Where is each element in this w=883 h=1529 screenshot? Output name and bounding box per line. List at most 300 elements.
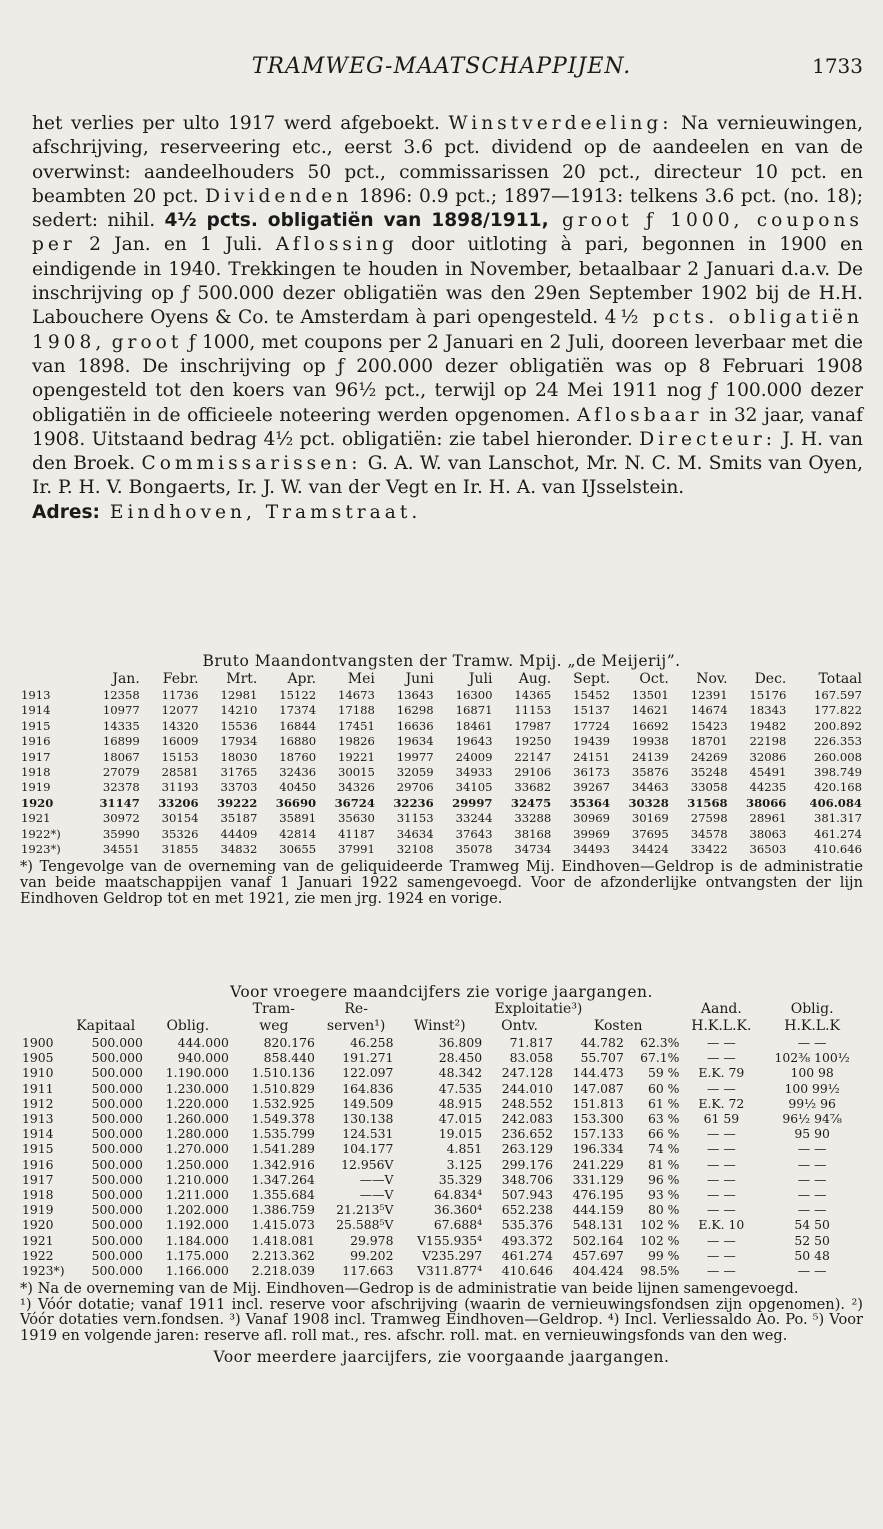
table-cell: 50 48: [794, 1247, 830, 1263]
table-row: [20, 1126, 863, 1141]
table-cell: 19826: [338, 734, 375, 749]
table-cell: 30328: [628, 795, 669, 810]
table-cell: 12981: [220, 688, 258, 702]
table-cell: ——V: [359, 1171, 394, 1187]
heading-obligaties-1908: 4½ pcts. obligatiën 1908,: [32, 307, 863, 353]
table-cell: 15137: [573, 703, 611, 718]
table-cell: 500.000: [91, 1247, 143, 1263]
table-cell: 99 %: [647, 1247, 680, 1263]
table-cell: 45491: [749, 765, 787, 780]
table-cell: 348.706: [501, 1171, 553, 1187]
column-header: Totaal: [818, 671, 862, 687]
annual-figures-section: [20, 983, 863, 1366]
column-header: Dec.: [754, 671, 787, 687]
table-cell: 102 %: [640, 1217, 680, 1233]
table-cell: 48.342: [438, 1065, 483, 1081]
table-cell: ——V: [359, 1187, 394, 1203]
table-cell: 16880: [279, 734, 317, 749]
table-cell: 64.834⁴: [433, 1187, 483, 1203]
table-cell: 1.535.799: [251, 1126, 315, 1142]
col-aand: Aand.: [700, 1001, 742, 1017]
table-row: [20, 1065, 863, 1080]
table-cell: 81 %: [647, 1156, 680, 1172]
row-year: 1922*): [21, 826, 61, 841]
table-cell: 12358: [102, 688, 140, 702]
table-cell: 83.058: [509, 1050, 553, 1066]
table-cell: 507.943: [501, 1187, 553, 1203]
header-title: TRAMWEG-MAATSCHAPPIJEN.: [251, 54, 632, 79]
table-cell: 100 99½: [784, 1080, 840, 1096]
table-cell: 33703: [220, 780, 258, 795]
table-cell: — —: [797, 1263, 827, 1279]
table-row: [20, 1111, 863, 1126]
table-cell: 33058: [690, 780, 728, 795]
table-row: [20, 1035, 863, 1050]
table-cell: E.K. 79: [698, 1065, 745, 1081]
table-cell: 19482: [749, 718, 787, 733]
t: 1896: 0.9 pct.; 1897—1913: telkens 3.6 pct. (no. 18); sedert: nihil.: [32, 185, 863, 232]
table-cell: 130.138: [342, 1111, 394, 1127]
table-cell: 398.749: [814, 765, 862, 780]
table-cell: 1.250.000: [165, 1156, 229, 1172]
table-cell: 102⅜ 100½: [774, 1050, 850, 1066]
table-cell: 44.782: [580, 1035, 624, 1050]
table-cell: 35876: [631, 765, 669, 780]
row-year: 1923*): [22, 1263, 65, 1279]
table-cell: 248.552: [501, 1095, 553, 1111]
table-cell: 16636: [396, 718, 434, 733]
row-year: 1921: [21, 811, 51, 826]
table-cell: 1.418.081: [251, 1232, 315, 1248]
table2-caption: Voor vroegere maandcijfers zie vorige jaargangen.: [230, 983, 653, 1001]
table-cell: 35248: [690, 765, 728, 780]
row-year: 1920: [22, 1217, 54, 1233]
table-cell: 60 %: [647, 1080, 680, 1096]
table-cell: 500.000: [91, 1035, 143, 1050]
table-cell: 61 59: [703, 1111, 740, 1127]
table-cell: 820.176: [263, 1035, 315, 1050]
table-cell: 14320: [161, 718, 199, 733]
table-cell: 80 %: [647, 1202, 680, 1218]
row-year: 1912: [22, 1095, 54, 1111]
table1-caption: Bruto Maandontvangsten der Tramw. Mpij. „de Meijerij”.: [202, 652, 681, 670]
table-cell: 30972: [102, 811, 140, 826]
table-cell: 33288: [514, 811, 552, 826]
table-cell: 39969: [573, 826, 611, 841]
table-cell: 164.836: [342, 1080, 394, 1096]
table-cell: 67.1%: [640, 1050, 680, 1066]
table-cell: 38168: [514, 826, 552, 841]
table-cell: — —: [706, 1141, 736, 1157]
table-cell: 66 %: [647, 1126, 680, 1142]
table-row: [20, 1096, 863, 1111]
table-cell: 381.317: [814, 811, 862, 826]
table-cell: 18343: [749, 703, 787, 718]
table-cell: 858.440: [263, 1050, 315, 1066]
table-cell: 476.195: [572, 1187, 624, 1203]
table-cell: 16009: [161, 734, 199, 749]
col-exploitatie: Exploitatie³): [494, 1001, 583, 1017]
t: in 32 jaar, vanaf 1908. Uitstaand bedrag 4½ pct. obligatiën: zie tabel hieronder.: [32, 404, 863, 450]
table-cell: 500.000: [91, 1187, 143, 1203]
table-cell: 500.000: [91, 1232, 143, 1248]
table-cell: 34634: [396, 826, 434, 841]
table-cell: 35891: [279, 811, 317, 826]
table-row: [20, 827, 863, 842]
table-cell: 1.260.000: [165, 1111, 229, 1127]
t: ƒ 1000, coupons per: [32, 210, 863, 256]
table-cell: 17374: [279, 703, 317, 718]
table-cell: 548.131: [572, 1217, 624, 1233]
table-cell: 17934: [220, 734, 258, 749]
table-cell: 461.274: [814, 826, 862, 841]
table-cell: 15423: [690, 718, 728, 733]
table-row: [20, 780, 863, 795]
table-cell: 17987: [514, 718, 552, 733]
table-cell: 19977: [396, 749, 434, 764]
table-cell: 457.697: [572, 1247, 624, 1263]
table-cell: 40450: [279, 780, 317, 795]
row-year: 1914: [22, 1126, 54, 1142]
row-year: 1919: [21, 780, 51, 795]
table-cell: 19643: [455, 734, 493, 749]
table-cell: 27598: [690, 811, 728, 826]
table-cell: 14673: [338, 688, 375, 702]
row-year: 1916: [21, 734, 51, 749]
table-cell: 444.000: [177, 1035, 229, 1050]
monthly-receipts-section: [20, 652, 863, 906]
table-cell: 652.238: [501, 1202, 553, 1218]
table-cell: 36503: [749, 842, 787, 857]
table-cell: 1.342.916: [251, 1156, 315, 1172]
table-cell: 200.892: [814, 718, 862, 733]
table-cell: 500.000: [91, 1095, 143, 1111]
table-cell: 42814: [279, 826, 317, 841]
col-oblig: Oblig.: [790, 1001, 834, 1017]
column-header: Oct.: [639, 671, 669, 687]
table-cell: 16871: [455, 703, 493, 718]
footnotes-numbered: ¹) Vóór dotatie; vanaf 1911 incl. reserve voor afschrijving (waarin de vernieuwingsfondsen zijn opgenomen). ²) Vóór dotaties vern.fondsen. ³) Vanaf 1908 incl. Tramweg Eindhoven—Geldrop. ⁴) Incl. Verliessaldo Ao. Po. ⁵) Voor 1919 en volgende jaren: reserve afl. roll mat., res. afschr. roll. mat. en vernieuwingsfonds van den weg.: [20, 1295, 863, 1345]
table-row: [20, 765, 863, 780]
table-cell: 17724: [573, 718, 611, 733]
table-cell: 404.424: [572, 1263, 624, 1279]
table-cell: 3.125: [446, 1156, 483, 1172]
table-cell: 63 %: [647, 1111, 680, 1127]
table-cell: — —: [706, 1035, 736, 1050]
table-cell: 34734: [514, 842, 552, 857]
table-cell: 14674: [690, 703, 728, 718]
table-cell: 500.000: [91, 1141, 143, 1157]
row-year: 1916: [22, 1156, 54, 1172]
table-cell: 44235: [749, 780, 787, 795]
table-cell: 500.000: [91, 1156, 143, 1172]
table-cell: E.K. 10: [698, 1217, 745, 1233]
t: ƒ 1000, met coupons per 2 Januari en 2 Juli, dooreen leverbaar met die van 1898. De inschrijving op ƒ 200.000 dezer obligatiën was op 8 Februari 1908 opengesteld tot den koers van 96½ pct., terwijl op 24 Mei 1911 nog ƒ 100.000 dezer obligatiën in de officieele noteering werden opgenomen.: [32, 331, 863, 426]
table-cell: 61 %: [647, 1095, 680, 1111]
row-year: 1905: [22, 1050, 54, 1066]
table-cell: — —: [797, 1141, 827, 1157]
row-year: 1915: [22, 1141, 54, 1157]
table-cell: 242.083: [501, 1111, 553, 1127]
table-row: [20, 842, 863, 857]
table-cell: 13643: [396, 688, 434, 702]
closing-note: Voor meerdere jaarcijfers, zie voorgaande jaargangen.: [213, 1347, 670, 1366]
table-cell: 30969: [573, 811, 611, 826]
table-cell: 16844: [279, 718, 317, 733]
col-ontv: Ontv.: [501, 1018, 538, 1034]
table-cell: 34493: [573, 842, 611, 857]
t: 2 Jan. en 1 Juli.: [75, 234, 276, 256]
table-cell: 1.280.000: [165, 1126, 229, 1142]
table-cell: 1.192.000: [165, 1217, 229, 1233]
table-cell: 32108: [396, 842, 434, 857]
table-cell: 29997: [452, 795, 493, 810]
table-cell: 1.355.684: [251, 1187, 315, 1203]
column-header: Febr.: [162, 671, 199, 687]
table-cell: 244.010: [501, 1080, 553, 1096]
table-cell: 24009: [455, 749, 493, 764]
table-cell: 16692: [631, 718, 669, 733]
table-cell: 99.202: [350, 1247, 394, 1263]
table-body: [20, 688, 863, 857]
table-cell: 19221: [338, 749, 375, 764]
row-year: 1917: [21, 749, 51, 764]
row-year: 1923*): [21, 842, 61, 857]
table-cell: 16899: [102, 734, 140, 749]
row-year: 1920: [21, 795, 54, 810]
table-cell: 93 %: [647, 1187, 680, 1203]
table-cell: 21.213⁵V: [336, 1202, 394, 1218]
blank-cell: [145, 1001, 231, 1018]
table-row: [20, 750, 863, 765]
table-cell: 39222: [217, 795, 258, 810]
table-cell: 33206: [158, 795, 199, 810]
heading-commissarissen: Commissarissen:: [141, 453, 362, 475]
table-cell: 153.300: [572, 1111, 624, 1127]
row-year: 1913: [22, 1111, 54, 1127]
table-cell: 1.175.000: [165, 1247, 229, 1263]
t: groot: [111, 331, 183, 353]
table-cell: 33422: [690, 842, 728, 857]
table-cell: 59 %: [647, 1065, 680, 1081]
table-cell: 34832: [220, 842, 258, 857]
table-cell: 500.000: [91, 1126, 143, 1142]
table-cell: 37643: [455, 826, 493, 841]
heading-winstverdeeling: Winstverdeeling:: [448, 113, 673, 134]
table-cell: 29106: [514, 765, 552, 780]
table-cell: 31147: [99, 795, 140, 810]
table-cell: 36.360⁴: [433, 1202, 483, 1218]
table-cell: 15536: [220, 718, 258, 733]
table-cell: 117.663: [342, 1263, 394, 1279]
table-cell: 14365: [514, 688, 552, 702]
table-row: [20, 703, 863, 718]
table-cell: 4.851: [446, 1141, 483, 1157]
table-cell: 1.386.759: [251, 1202, 315, 1218]
table-cell: 151.813: [572, 1095, 624, 1111]
table-cell: 1.510.136: [251, 1065, 315, 1081]
col-kosten: Kosten: [593, 1018, 643, 1034]
row-year: 1918: [21, 765, 51, 780]
table-cell: 1.347.264: [251, 1171, 315, 1187]
column-header: Apr.: [287, 671, 317, 687]
table-cell: 16300: [455, 688, 493, 702]
table-cell: 493.372: [501, 1232, 553, 1248]
table-cell: 46.258: [350, 1035, 394, 1050]
table-cell: 12.956V: [341, 1156, 394, 1172]
table-cell: 47.535: [438, 1080, 483, 1096]
table-cell: 34551: [102, 842, 140, 857]
table-cell: — —: [706, 1080, 736, 1096]
table-cell: 34578: [690, 826, 728, 841]
table-cell: 34463: [631, 780, 669, 795]
page-number: 1733: [812, 54, 863, 78]
table-cell: 54 50: [794, 1217, 830, 1233]
table-cell: V311.877⁴: [416, 1263, 483, 1279]
table-row: [20, 719, 863, 734]
table-cell: 32436: [279, 765, 317, 780]
table-cell: 1.211.000: [165, 1187, 229, 1203]
column-header: Mei: [347, 671, 375, 687]
table-cell: 2.213.362: [251, 1247, 315, 1263]
col-hklk: H.K.L.K: [784, 1018, 841, 1034]
table-cell: 167.597: [814, 688, 862, 702]
table-cell: 18461: [455, 718, 493, 733]
table-cell: — —: [797, 1202, 827, 1218]
table-cell: 29.978: [350, 1232, 394, 1248]
table-cell: 29706: [396, 780, 434, 795]
table-cell: 1.541.289: [251, 1141, 315, 1157]
table-cell: 500.000: [91, 1263, 143, 1279]
table-cell: 52 50: [794, 1232, 830, 1248]
table-cell: 2.218.039: [251, 1263, 315, 1279]
heading-dividenden: Dividenden: [205, 185, 353, 207]
monthly-receipts-table: [20, 670, 863, 857]
table-cell: 940.000: [177, 1050, 229, 1066]
table-cell: 444.159: [572, 1202, 624, 1218]
table-cell: 31568: [687, 795, 728, 810]
table-row: [20, 1157, 863, 1172]
heading-aflossing: Aflossing: [275, 234, 398, 256]
heading-directeur: Directeur:: [639, 428, 776, 450]
table-cell: 22198: [749, 734, 787, 749]
table-cell: 32086: [749, 749, 787, 764]
heading-aflosbaar: Aflosbaar: [577, 404, 703, 426]
table-cell: E.K. 72: [698, 1095, 745, 1111]
col-tram: Tram-: [252, 1001, 296, 1017]
col-hklk: H.K.L.K.: [691, 1018, 752, 1034]
table-cell: 1.549.378: [251, 1111, 315, 1127]
table-cell: 500.000: [91, 1111, 143, 1127]
body-paragraph: [32, 112, 863, 525]
table-cell: — —: [797, 1187, 827, 1203]
table-cell: 74 %: [647, 1141, 680, 1157]
table-cell: 33682: [514, 780, 552, 795]
table-cell: 10977: [102, 703, 140, 718]
table-cell: 1.415.073: [251, 1217, 315, 1233]
table-cell: 35326: [161, 826, 199, 841]
table-cell: 19938: [631, 734, 669, 749]
table-cell: 38063: [749, 826, 787, 841]
table-cell: 28961: [749, 811, 787, 826]
blank-cell: [67, 1001, 145, 1018]
table-cell: 31765: [220, 765, 258, 780]
table-cell: 122.097: [342, 1065, 394, 1081]
table-cell: 34105: [455, 780, 493, 795]
table-row: [20, 811, 863, 826]
col-re: Re-: [344, 1001, 368, 1017]
table-cell: 11153: [514, 703, 552, 718]
table-cell: 22147: [514, 749, 552, 764]
table-cell: 34326: [338, 780, 375, 795]
table-cell: 31193: [161, 780, 199, 795]
column-header: Mrt.: [226, 671, 258, 687]
annual-figures-table: [20, 1001, 863, 1278]
table-cell: 13501: [631, 688, 669, 702]
table-cell: 1.270.000: [165, 1141, 229, 1157]
running-header: [0, 54, 883, 88]
table-cell: 500.000: [91, 1202, 143, 1218]
table-cell: 144.473: [572, 1065, 624, 1081]
table-cell: 36690: [275, 795, 317, 810]
t: groot: [548, 210, 646, 232]
table-cell: 1.184.000: [165, 1232, 229, 1248]
table-cell: — —: [706, 1202, 736, 1218]
col-oblig: Oblig.: [166, 1018, 210, 1034]
blank-cell: [20, 1018, 67, 1035]
table-cell: 96 %: [647, 1171, 680, 1187]
table-cell: 124.531: [342, 1126, 394, 1142]
table-cell: — —: [706, 1187, 736, 1203]
t: G. A. W. van Lanschot, Mr. N. C. M. Smits van Oyen, Ir. P. H. V. Bongaerts, Ir. J. W. van der Vegt en Ir. H. A. van IJsselstein.: [32, 453, 863, 499]
table-row: [20, 1141, 863, 1156]
row-year: 1913: [21, 688, 51, 702]
col-kapitaal: Kapitaal: [76, 1018, 136, 1034]
table-row: [20, 688, 863, 703]
table-cell: 36173: [573, 765, 611, 780]
table-cell: 14210: [220, 703, 258, 718]
table-cell: 38066: [746, 795, 787, 810]
table-cell: 260.008: [814, 749, 862, 764]
table-cell: 18030: [220, 749, 258, 764]
table-cell: 410.646: [501, 1263, 553, 1279]
table-cell: 41187: [338, 826, 375, 841]
table-cell: 1.532.925: [251, 1095, 315, 1111]
table-cell: 331.129: [572, 1171, 624, 1187]
table-cell: 17451: [338, 718, 375, 733]
table-cell: 35187: [220, 811, 258, 826]
table-cell: 1.190.000: [165, 1065, 229, 1081]
t: het verlies per ulto 1917 werd afgeboekt.: [32, 113, 449, 134]
table2-footnotes: [20, 1281, 863, 1343]
table-cell: 500.000: [91, 1050, 143, 1066]
table-cell: — —: [706, 1156, 736, 1172]
table-cell: — —: [797, 1156, 827, 1172]
col-serven: serven¹): [326, 1018, 386, 1034]
table-cell: 406.084: [809, 795, 862, 810]
table-cell: 241.229: [572, 1156, 624, 1172]
table-header-row: [20, 1018, 863, 1035]
table-row: [20, 1217, 863, 1232]
row-year: 1914: [21, 703, 51, 718]
table-cell: 263.129: [501, 1141, 553, 1157]
heading-obligaties-1898: 4½ pcts. obligatiën van 1898/1911,: [164, 210, 549, 232]
table-cell: 25.588⁵V: [336, 1217, 394, 1233]
column-header: Aug.: [518, 671, 552, 687]
table-cell: — —: [797, 1035, 827, 1050]
row-year: 1918: [22, 1187, 54, 1203]
table-cell: 535.376: [501, 1217, 553, 1233]
